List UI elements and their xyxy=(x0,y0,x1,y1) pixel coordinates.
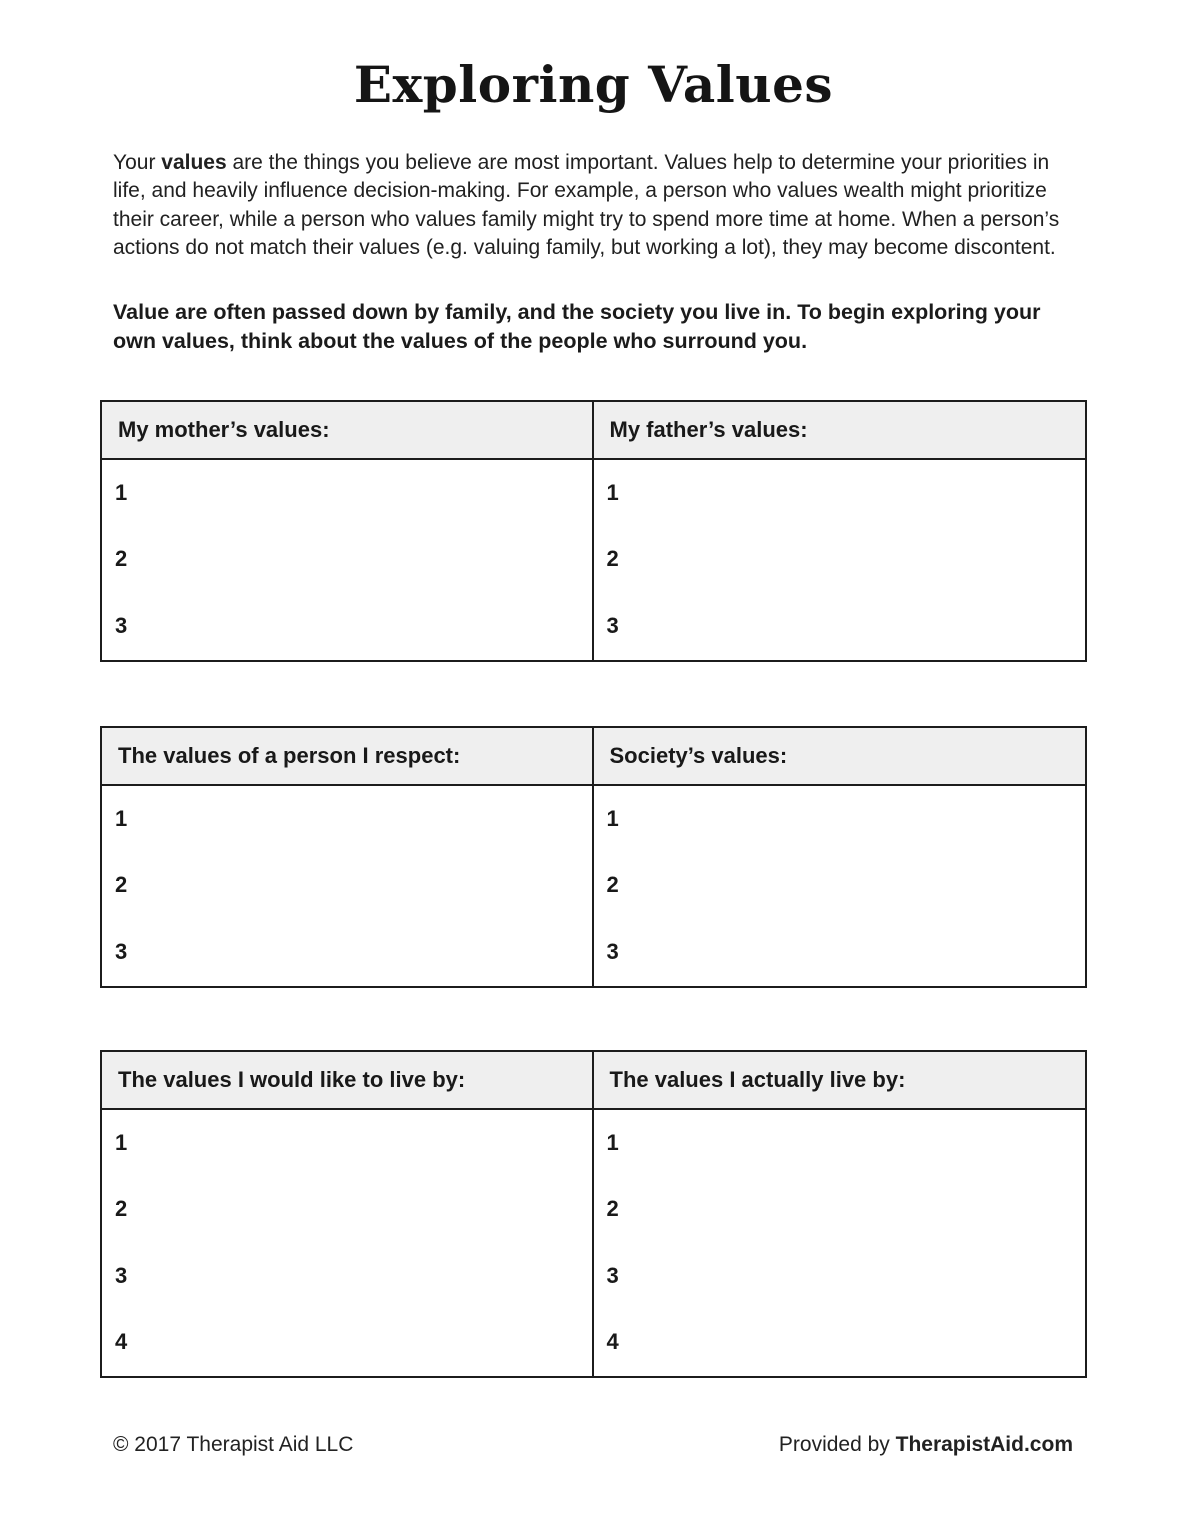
numbered-line: 2 xyxy=(115,546,128,572)
numbered-line: 3 xyxy=(115,939,128,965)
numbered-line: 1 xyxy=(606,805,619,831)
table-body-cell-respect xyxy=(102,786,594,986)
table-header-cell-actually: The values I actually live by: xyxy=(609,1066,906,1092)
numbered-line: 1 xyxy=(606,479,619,505)
table-body-cell-actually xyxy=(594,1110,1086,1376)
numbered-line: 2 xyxy=(606,546,619,572)
table-header-cell-society: Society’s values: xyxy=(609,742,788,768)
table-body-row xyxy=(102,786,1085,986)
numbered-line: 1 xyxy=(606,1129,619,1155)
table-body-row xyxy=(102,460,1085,660)
instruction-paragraph: Value are often passed down by family, and the society you live in. To begin exploring your own values, think about the values of the people who surround you. xyxy=(113,299,1041,353)
table-body-cell-would-like xyxy=(102,1110,594,1376)
worksheet-title: Exploring Values xyxy=(353,55,834,114)
numbered-line: 2 xyxy=(606,872,619,898)
numbered-line: 3 xyxy=(606,939,619,965)
table-live-by-values xyxy=(100,1050,1087,1378)
numbered-line: 2 xyxy=(606,1196,619,1222)
table-header-row xyxy=(102,402,1085,460)
numbered-line: 4 xyxy=(115,1329,128,1355)
numbered-line: 3 xyxy=(606,613,619,639)
table-respect-society-values xyxy=(100,726,1087,988)
table-body-cell-father xyxy=(594,460,1086,660)
table-header-cell-would-like: The values I would like to live by: xyxy=(102,1052,594,1108)
numbered-line: 3 xyxy=(115,1262,128,1288)
table-header-row xyxy=(102,1052,1085,1110)
numbered-line: 1 xyxy=(115,1129,128,1155)
table-body-cell-mother xyxy=(102,460,594,660)
intro-text-suffix: are the things you believe are most important. Values help to determine your priorities in life, and heavily influence decision-making. For example, a person who values wealth might prioritize their career, while a person who values family might try to spend more time at home. When a person’s actions do not match their values (e.g. valuing family, but working a lot), they may become discontent. xyxy=(113,150,1060,259)
table-header-cell-father: My father’s values: xyxy=(609,416,808,442)
table-header-cell-respect: The values of a person I respect: xyxy=(102,728,594,784)
numbered-line: 3 xyxy=(606,1262,619,1288)
provided-by-text xyxy=(779,1433,1073,1457)
table-parents-values xyxy=(100,400,1087,662)
intro-bold-word: values xyxy=(161,150,227,174)
numbered-line: 3 xyxy=(115,613,128,639)
numbered-line: 2 xyxy=(115,1196,128,1222)
numbered-line: 1 xyxy=(115,805,128,831)
intro-text-prefix: Your xyxy=(113,150,162,174)
footer xyxy=(113,1433,1073,1457)
numbered-line: 1 xyxy=(115,479,128,505)
table-body-cell-society xyxy=(594,786,1086,986)
therapistaid-brand: TherapistAid.com xyxy=(895,1433,1073,1456)
table-header-row xyxy=(102,728,1085,786)
numbered-line: 4 xyxy=(606,1329,619,1355)
copyright-text: © 2017 Therapist Aid LLC xyxy=(113,1433,354,1456)
table-header-cell-mother: My mother’s values: xyxy=(102,402,594,458)
numbered-line: 2 xyxy=(115,872,128,898)
table-body-row xyxy=(102,1110,1085,1376)
provided-by-prefix: Provided by xyxy=(778,1433,896,1456)
intro-paragraph xyxy=(113,149,1074,263)
